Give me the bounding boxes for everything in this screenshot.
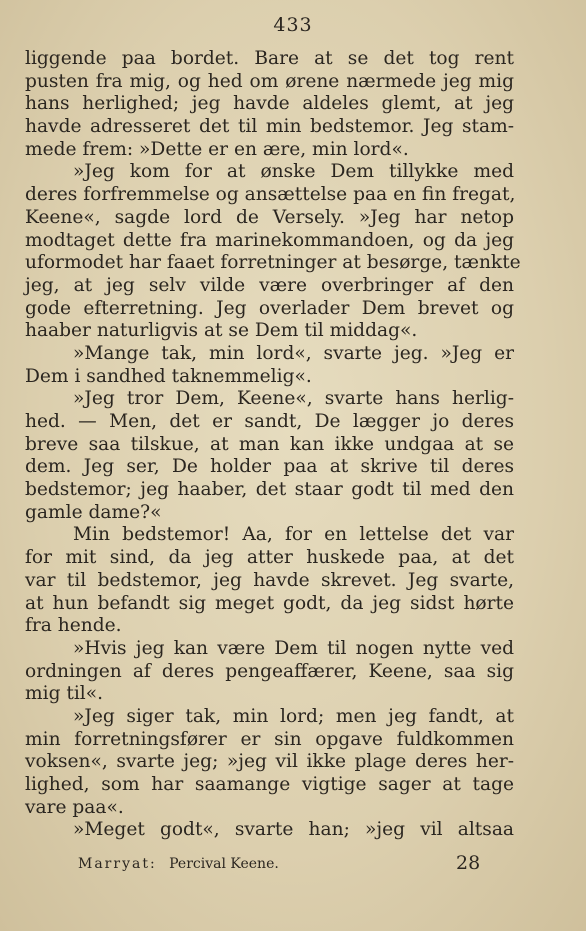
text-line: Min bedstemor! Aa, for en lettelse det var xyxy=(73,524,514,546)
text-line: mig til«. xyxy=(25,683,104,705)
text-line: for mit sind, da jeg atter huskede paa, at det xyxy=(25,547,514,569)
text-line: haaber naturligvis at se Dem til middag«. xyxy=(25,320,418,342)
text-line: bedstemor; jeg haaber, det staar godt til med den xyxy=(25,479,514,501)
text-line: voksen«, svarte jeg; »jeg vil ikke plage deres her- xyxy=(25,751,514,773)
text-line: gode efterretning. Jeg overlader Dem brevet og xyxy=(25,297,514,319)
text-line: »Hvis jeg kan være Dem til nogen nytte ved xyxy=(73,637,514,659)
text-line: deres forfremmelse og ansættelse paa en fin fregat, xyxy=(25,184,516,206)
text-line: »Jeg siger tak, min lord; men jeg fandt, at xyxy=(73,705,514,727)
text-line: lighed, som har saamange vigtige sager at tage xyxy=(25,774,514,795)
page-number: 433 xyxy=(273,14,313,36)
text-line: »Jeg tror Dem, Keene«, svarte hans herlig- xyxy=(73,388,514,410)
text-line: Keene«, sagde lord de Versely. »Jeg har netop xyxy=(25,206,514,228)
text-line: jeg, at jeg selv vilde være overbringer af den xyxy=(25,274,514,296)
text-line: liggende paa bordet. Bare at se det tog rent xyxy=(25,48,514,69)
body-text xyxy=(25,48,521,842)
text-line: var til bedstemor, jeg havde skrevet. Jeg svarte, xyxy=(25,569,514,591)
text-line: vare paa«. xyxy=(25,796,124,818)
signature-mark: 28 xyxy=(456,852,481,874)
page-footer xyxy=(78,856,478,872)
text-line: Dem i sandhed taknemmelig«. xyxy=(25,365,312,387)
text-line: modtaget dette fra marinekommandoen, og da jeg xyxy=(25,229,514,251)
text-line: »Mange tak, min lord«, svarte jeg. »Jeg er xyxy=(73,342,514,364)
text-line: gamle dame?« xyxy=(25,501,162,523)
text-line: uformodet har faaet forretninger at besørge, tænkte xyxy=(25,252,521,274)
text-line: »Jeg kom for at ønske Dem tillykke med xyxy=(73,161,514,183)
text-line: hans herlighed; jeg havde aldeles glemt, at jeg xyxy=(25,93,514,115)
text-line: fra hende. xyxy=(25,615,122,637)
footer-author: Marryat: xyxy=(78,856,157,872)
text-line: dem. Jeg ser, De holder paa at skrive til deres xyxy=(25,456,514,478)
text-line: ordningen af deres pengeaffærer, Keene, saa sig xyxy=(25,660,514,682)
text-line: breve saa tilskue, at man kan ikke undgaa at se xyxy=(25,433,514,455)
text-line: min forretningsfører er sin opgave fuldkommen xyxy=(25,728,514,750)
text-line: havde adresseret det til min bedstemor. Jeg stam- xyxy=(25,116,514,138)
text-line: »Meget godt«, svarte han; »jeg vil altsaa xyxy=(73,819,514,841)
footer-title: Percival Keene. xyxy=(169,856,279,872)
text-line: pusten fra mig, og hed om ørene nærmede jeg mig xyxy=(25,70,514,92)
text-line: mede frem: »Dette er en ære, min lord«. xyxy=(25,138,409,160)
text-line: at hun befandt sig meget godt, da jeg sidst hørte xyxy=(25,592,514,614)
text-line: hed. — Men, det er sandt, De lægger jo deres xyxy=(25,411,514,432)
